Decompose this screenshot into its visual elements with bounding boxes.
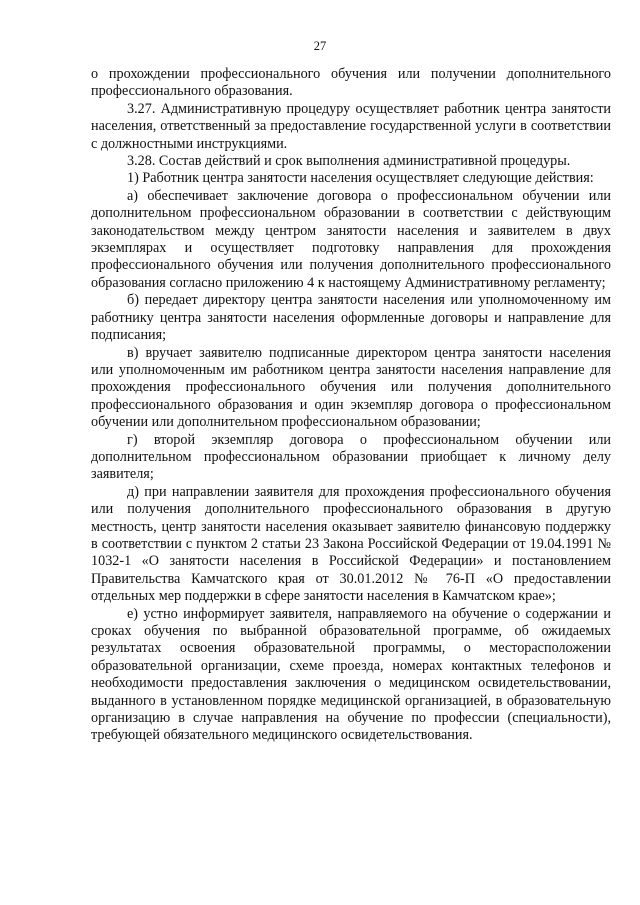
paragraph-3-27: 3.27. Административную процедуру осуществляет работник центра занятости населения, ответственный за предоставление государственной услуги в соответствии с должностными инструкциями. bbox=[91, 100, 611, 152]
paragraph-subitem-e: е) устно информирует заявителя, направляемого на обучение о содержании и сроках обучения по выбранной образовательной программе, об ожидаемых результатах освоения образовательной программы, о месторасположении образовательной организации, схеме проезда, номерах контактных телефонов и необходимости предоставления заключения о медицинском освидетельствовании, выданного в установленном порядке медицинской организацией, в образовательную организацию в случае направления на обучение по профессии (специальности), требующей обязательного медицинского освидетельствования. bbox=[91, 605, 611, 744]
paragraph-subitem-d: д) при направлении заявителя для прохождения профессионального обучения или получения дополнительного профессионального образования в другую местность, центр занятости населения оказывает заявителю финансовую поддержку в соответствии с пунктом 2 статьи 23 Закона Российской Федерации от 19.04.1991 № 1032-1 «О занятости населения в Российской Федерации» и постановлением Правительства Камчатского края от 30.01.2012 № 76-П «О предоставлении отдельных мер поддержки в сфере занятости населения в Камчатском крае»; bbox=[91, 483, 611, 605]
paragraph-subitem-v: в) вручает заявителю подписанные директором центра занятости населения или уполномоченным им работником центра занятости населения направление для прохождения профессионального обучения или получения дополнительного профессионального образования и один экземпляр договора о профессиональном обучении или дополнительном профессиональном образовании; bbox=[91, 344, 611, 431]
paragraph-continuation: о прохождении профессионального обучения или получении дополнительного профессионального образования. bbox=[91, 66, 611, 100]
paragraph-subitem-a: а) обеспечивает заключение договора о профессиональном обучении или дополнительном профессиональном образовании в соответствии с действующим законодательством между центром занятости населения и заявителем в двух экземплярах и осуществляет подготовку направления для прохождения профессионального обучения или получения дополнительного профессионального образования согласно приложению 4 к настоящему Административному регламенту; bbox=[91, 187, 611, 291]
paragraph-subitem-g: г) второй экземпляр договора о профессиональном обучении или дополнительном профессиональном образовании приобщает к личному делу заявителя; bbox=[91, 431, 611, 483]
paragraph-3-28: 3.28. Состав действий и срок выполнения административной процедуры. bbox=[127, 153, 571, 170]
document-body bbox=[91, 66, 611, 745]
paragraph-subitem-b: б) передает директору центра занятости населения или уполномоченному им работнику центра занятости населения оформленные договоры и направление для подписания; bbox=[91, 292, 611, 344]
paragraph-item-1: 1) Работник центра занятости населения осуществляет следующие действия: bbox=[127, 170, 594, 187]
page-number: 27 bbox=[313, 39, 327, 53]
